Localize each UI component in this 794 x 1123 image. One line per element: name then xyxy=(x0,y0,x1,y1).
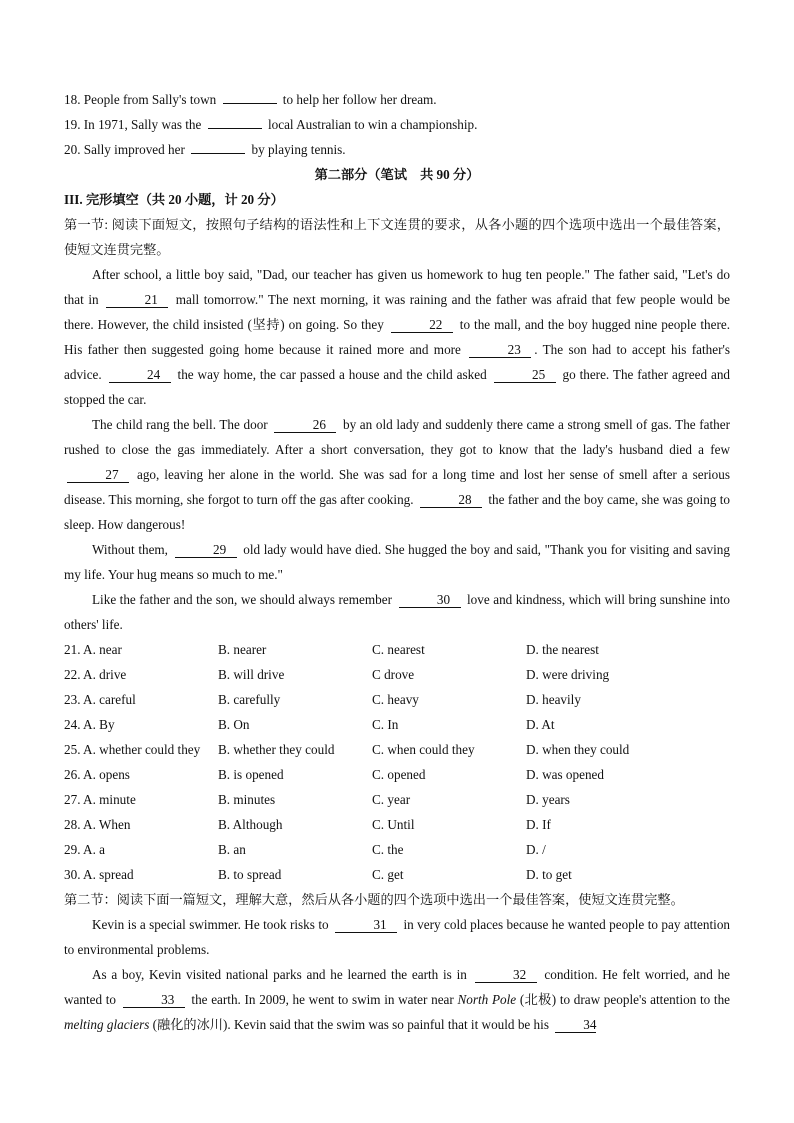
option-b[interactable]: B. will drive xyxy=(218,667,285,682)
passage-text: (北极) to draw people's attention to the xyxy=(519,992,731,1007)
passage-text: condition. He felt worried, and he wanted to xyxy=(64,967,731,1007)
option-row-21 xyxy=(64,637,730,662)
option-a[interactable]: 21. A. near xyxy=(64,642,122,657)
option-d[interactable]: D. when they could xyxy=(526,742,630,757)
option-a[interactable]: 29. A. a xyxy=(64,842,106,857)
section2-instruction: 第二节：阅读下面一篇短文，理解大意，然后从各小题的四个选项中选出一个最佳答案，使短文连贯完整。 xyxy=(64,892,684,907)
option-row-26 xyxy=(64,762,730,787)
option-b[interactable]: B. minutes xyxy=(218,792,276,807)
option-a[interactable]: 22. A. drive xyxy=(64,667,127,682)
option-row-22 xyxy=(64,662,730,687)
option-row-28 xyxy=(64,812,730,837)
blank-21[interactable]: 21 xyxy=(106,293,168,308)
option-a[interactable]: 25. A. whether could they xyxy=(64,742,201,757)
passage2-paragraph2 xyxy=(64,962,730,1037)
passage-text: Without them, xyxy=(92,542,168,557)
option-d[interactable]: D. was opened xyxy=(526,767,605,782)
question-20 xyxy=(64,137,730,162)
options-list xyxy=(64,637,730,887)
option-b[interactable]: B. On xyxy=(218,717,250,732)
passage1-paragraph1 xyxy=(64,262,730,412)
question-text-before: People from Sally's town xyxy=(83,92,217,107)
blank-32[interactable]: 32 xyxy=(475,968,537,983)
option-row-24 xyxy=(64,712,730,737)
passage-text: ago, leaving her alone in the world. She was sad for a long time and lost her sense of smell after a serious disease. This morning, she forgot to turn off the gas after cooking. xyxy=(64,467,730,507)
passage-text: After school, a little boy said, "Dad, our teacher has given us homework to hug ten people." The father said, "Let's do that in xyxy=(64,267,730,307)
option-row-23 xyxy=(64,687,730,712)
melting-glaciers-term: melting glaciers xyxy=(64,1017,150,1032)
option-c[interactable]: C. opened xyxy=(372,767,426,782)
option-a[interactable]: 30. A. spread xyxy=(64,867,134,882)
option-b[interactable]: B. an xyxy=(218,842,246,857)
passage-text: . The son had to accept his father's advice. xyxy=(64,342,731,382)
passage-text: Kevin is a special swimmer. He took risks to xyxy=(92,917,329,932)
option-c[interactable]: C. the xyxy=(372,842,404,857)
option-c[interactable]: C drove xyxy=(372,667,415,682)
passage-text: by an old lady and suddenly there came a strong smell of gas. The father rushed to close the gas immediately. After a short conversation, they got to know that the lady's husband died a few xyxy=(64,417,731,457)
option-b[interactable]: B. is opened xyxy=(218,767,284,782)
passage-text: the father and the boy came, she was going to sleep. How dangerous! xyxy=(64,492,731,532)
option-b[interactable]: B. nearer xyxy=(218,642,267,657)
option-b[interactable]: B. whether they could xyxy=(218,742,335,757)
option-c[interactable]: C. year xyxy=(372,792,411,807)
option-c[interactable]: C. when could they xyxy=(372,742,475,757)
option-a[interactable]: 27. A. minute xyxy=(64,792,136,807)
option-d[interactable]: D. At xyxy=(526,717,555,732)
option-row-29 xyxy=(64,837,730,862)
blank-24[interactable]: 24 xyxy=(109,368,171,383)
option-a[interactable]: 26. A. opens xyxy=(64,767,130,782)
option-c[interactable]: C. heavy xyxy=(372,692,419,707)
blank-22[interactable]: 22 xyxy=(391,318,453,333)
option-a[interactable]: 28. A. When xyxy=(64,817,131,832)
answer-blank[interactable] xyxy=(208,128,262,129)
question-text-before: Sally improved her xyxy=(83,142,185,157)
option-d[interactable]: D. If xyxy=(526,817,551,832)
blank-26[interactable]: 26 xyxy=(274,418,336,433)
answer-blank[interactable] xyxy=(191,153,245,154)
option-d[interactable]: D. to get xyxy=(526,867,572,882)
question-number: 18. xyxy=(64,92,81,107)
option-d[interactable]: D. were driving xyxy=(526,667,610,682)
passage-text: love and kindness, which will bring sunshine into others' life. xyxy=(64,592,731,632)
option-b[interactable]: B. carefully xyxy=(218,692,281,707)
passage-text: (融化的冰川). Kevin said that the swim was so painful that it would be his xyxy=(152,1017,549,1032)
question-18 xyxy=(64,87,730,112)
passage-text: go there. The father agreed and stopped the car. xyxy=(64,367,731,407)
blank-29[interactable]: 29 xyxy=(175,543,237,558)
passage-text: old lady would have died. She hugged the boy and said, "Thank you for visiting and saving my life. Your hug means so much to me." xyxy=(64,542,730,582)
option-d[interactable]: D. years xyxy=(526,792,570,807)
page-content xyxy=(64,87,730,1037)
blank-30[interactable]: 30 xyxy=(399,593,461,608)
question-number: 20. xyxy=(64,142,81,157)
question-text-after: local Australian to win a championship. xyxy=(267,117,478,132)
option-c[interactable]: C. Until xyxy=(372,817,415,832)
option-c[interactable]: C. nearest xyxy=(372,642,425,657)
section-title: III. 完形填空（共 20 小题，计 20 分） xyxy=(64,192,284,207)
passage-text: the earth. In 2009, he went to swim in water near xyxy=(191,992,454,1007)
blank-25[interactable]: 25 xyxy=(494,368,556,383)
option-c[interactable]: C. In xyxy=(372,717,399,732)
north-pole-term: North Pole xyxy=(457,992,517,1007)
option-b[interactable]: B. to spread xyxy=(218,867,282,882)
option-row-30 xyxy=(64,862,730,887)
question-text-before: In 1971, Sally was the xyxy=(83,117,202,132)
passage-text: The child rang the bell. The door xyxy=(92,417,268,432)
option-a[interactable]: 24. A. By xyxy=(64,717,115,732)
passage-text: mall tomorrow." The next morning, it was raining and the father was afraid that few people would be there. However, the child insisted (坚持) on going. So they xyxy=(64,292,731,332)
option-d[interactable]: D. heavily xyxy=(526,692,581,707)
option-a[interactable]: 23. A. careful xyxy=(64,692,136,707)
passage-text: Like the father and the son, we should always remember xyxy=(92,592,392,607)
passage-text: to the mall, and the boy hugged nine people there. His father then suggested going home because it rained more and more xyxy=(64,317,731,357)
blank-33[interactable]: 33 xyxy=(123,993,185,1008)
blank-27[interactable]: 27 xyxy=(67,468,129,483)
question-19 xyxy=(64,112,730,137)
passage1-paragraph2 xyxy=(64,412,730,537)
question-number: 19. xyxy=(64,117,81,132)
blank-34[interactable]: 34 xyxy=(555,1018,596,1033)
option-d[interactable]: D. the nearest xyxy=(526,642,599,657)
question-text-after: by playing tennis. xyxy=(251,142,346,157)
passage1-paragraph3 xyxy=(64,537,730,587)
answer-blank[interactable] xyxy=(223,103,277,104)
question-text-after: to help her follow her dream. xyxy=(282,92,437,107)
option-row-25 xyxy=(64,737,730,762)
option-d[interactable]: D. / xyxy=(526,842,546,857)
passage2-paragraph1 xyxy=(64,912,730,962)
section1-instruction: 第一节: 阅读下面短文，按照句子结构的语法性和上下文连贯的要求，从各小题的四个选项中选出一个最佳答案，使短文连贯完整。 xyxy=(64,217,730,257)
option-row-27 xyxy=(64,787,730,812)
blank-23[interactable]: 23 xyxy=(469,343,531,358)
passage-text: in very cold places because he wanted people to pay attention to environmental problems. xyxy=(64,917,731,957)
blank-31[interactable]: 31 xyxy=(335,918,397,933)
passage1-paragraph4 xyxy=(64,587,730,637)
passage-text: the way home, the car passed a house and the child asked xyxy=(177,367,487,382)
option-c[interactable]: C. get xyxy=(372,867,404,882)
blank-28[interactable]: 28 xyxy=(420,493,482,508)
option-b[interactable]: B. Although xyxy=(218,817,283,832)
passage-text: As a boy, Kevin visited national parks and he learned the earth is in xyxy=(92,967,467,982)
part-title: 第二部分（笔试 共 90 分） xyxy=(314,167,480,182)
